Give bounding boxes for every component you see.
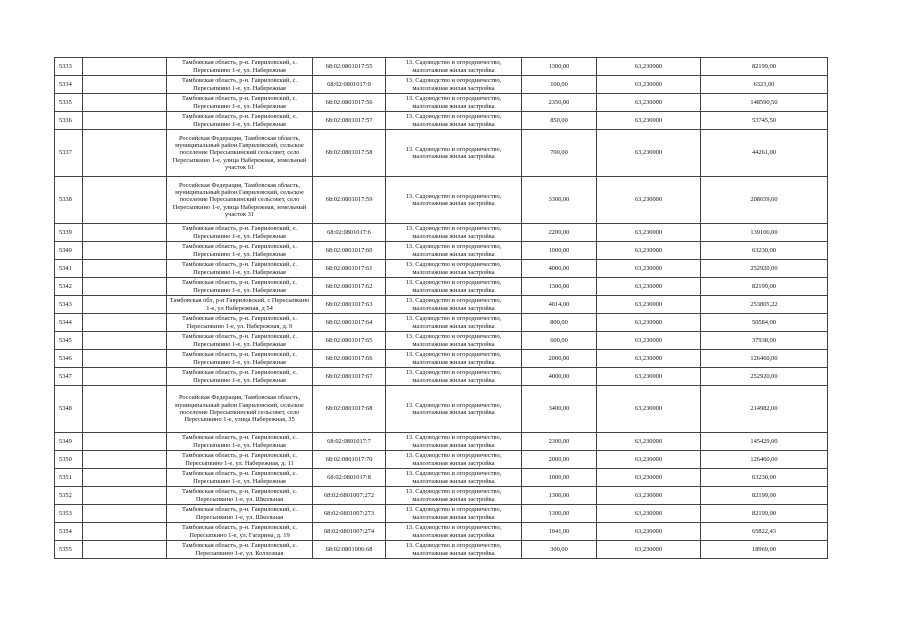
specific-value-cell: 63,230000: [597, 433, 701, 451]
table-row: [55, 451, 828, 469]
row-number-cell: 5336: [55, 112, 83, 130]
cadastral-number-cell: 68:02:0801017:9: [313, 76, 386, 94]
row-number-cell: 5334: [55, 76, 83, 94]
table-row: [55, 76, 828, 94]
specific-value-cell: 63,230000: [597, 505, 701, 523]
address-cell: Тамбовская область, р-н. Гавриловский, с. Пересыпкино 1-е, ул. Школьная: [167, 487, 313, 505]
permitted-use-cell: 13. Садоводство и огородничество, малоэтажная жилая застройка: [386, 433, 522, 451]
specific-value-cell: 63,230000: [597, 177, 701, 224]
address-cell: Тамбовская область, р-н. Гавриловский, с. Пересыпкино 1-е, ул. Школьная: [167, 505, 313, 523]
table-row: [55, 58, 828, 76]
permitted-use-cell: 13. Садоводство и огородничество, малоэтажная жилая застройка: [386, 505, 522, 523]
address-cell: Тамбовская область, р-н. Гавриловский, с. Пересыпкино 1-е, ул. Набережная, д. 9: [167, 314, 313, 332]
permitted-use-cell: 13. Садоводство и огородничество, малоэтажная жилая застройка: [386, 541, 522, 559]
address-cell: Тамбовская область, р-н. Гавриловский, с. Пересыпкино 1-е, ул. Набережная: [167, 433, 313, 451]
address-cell: Тамбовская область, р-н. Гавриловский, с. Пересыпкино 1-е, ул. Колхозная: [167, 541, 313, 559]
cadastral-value-cell: 139106,00: [701, 224, 828, 242]
specific-value-cell: 63,230000: [597, 451, 701, 469]
empty-cell: [83, 332, 167, 350]
row-number-cell: 5349: [55, 433, 83, 451]
specific-value-cell: 63,230000: [597, 487, 701, 505]
table-row: [55, 469, 828, 487]
table-row: [55, 332, 828, 350]
table-row: [55, 224, 828, 242]
permitted-use-cell: 13. Садоводство и огородничество, малоэтажная жилая застройка: [386, 278, 522, 296]
cadastral-value-cell: 252920,00: [701, 368, 828, 386]
permitted-use-cell: 13. Садоводство и огородничество, малоэтажная жилая застройка: [386, 314, 522, 332]
empty-cell: [83, 505, 167, 523]
cadastral-value-cell: 252920,00: [701, 260, 828, 278]
empty-cell: [83, 112, 167, 130]
cadastral-number-cell: 68:02:0801017:60: [313, 242, 386, 260]
empty-cell: [83, 541, 167, 559]
permitted-use-cell: 13. Садоводство и огородничество, малоэтажная жилая застройка: [386, 296, 522, 314]
permitted-use-cell: 13. Садоводство и огородничество, малоэтажная жилая застройка: [386, 451, 522, 469]
cadastral-number-cell: 68:02:0801017:68: [313, 386, 386, 433]
address-cell: Тамбовская область, р-н. Гавриловский, с. Пересыпкино 1-е, ул. Набережная: [167, 350, 313, 368]
table-row: [55, 94, 828, 112]
cadastral-number-cell: 68:02:0801017:65: [313, 332, 386, 350]
area-cell: 2200,00: [522, 224, 597, 242]
empty-cell: [83, 242, 167, 260]
specific-value-cell: 63,230000: [597, 332, 701, 350]
address-cell: Тамбовская область, р-н. Гавриловский, с. Пересыпкино 1-е, ул. Набережная: [167, 260, 313, 278]
permitted-use-cell: 13. Садоводство и огородничество, малоэтажная жилая застройка: [386, 130, 522, 177]
specific-value-cell: 63,230000: [597, 296, 701, 314]
cadastral-number-cell: 68:02:0801007:272: [313, 487, 386, 505]
cadastral-value-cell: 82199,00: [701, 278, 828, 296]
area-cell: 600,00: [522, 332, 597, 350]
specific-value-cell: 63,230000: [597, 523, 701, 541]
cadastral-value-cell: 50584,00: [701, 314, 828, 332]
cadastral-value-cell: 126460,00: [701, 350, 828, 368]
cadastral-value-cell: 18969,00: [701, 541, 828, 559]
specific-value-cell: 63,230000: [597, 94, 701, 112]
row-number-cell: 5338: [55, 177, 83, 224]
address-cell: Тамбовская область, р-н. Гавриловский, с. Пересыпкино 1-е, ул. Набережная: [167, 469, 313, 487]
permitted-use-cell: 13. Садоводство и огородничество, малоэтажная жилая застройка: [386, 76, 522, 94]
specific-value-cell: 63,230000: [597, 386, 701, 433]
area-cell: 850,00: [522, 112, 597, 130]
area-cell: 4014,00: [522, 296, 597, 314]
permitted-use-cell: 13. Садоводство и огородничество, малоэтажная жилая застройка: [386, 260, 522, 278]
empty-cell: [83, 58, 167, 76]
table-row: [55, 523, 828, 541]
address-cell: Тамбовская область, р-н. Гавриловский, с. Пересыпкино 1-е, ул. Набережная: [167, 112, 313, 130]
cadastral-number-cell: 68:02:0801017:62: [313, 278, 386, 296]
table-row: [55, 296, 828, 314]
empty-cell: [83, 76, 167, 94]
specific-value-cell: 63,230000: [597, 278, 701, 296]
address-cell: Тамбовская область, р-н. Гавриловский, с. Пересыпкино 1-е, ул. Набережная: [167, 242, 313, 260]
area-cell: 1000,00: [522, 469, 597, 487]
row-number-cell: 5355: [55, 541, 83, 559]
table-row: [55, 386, 828, 433]
area-cell: 700,00: [522, 130, 597, 177]
row-number-cell: 5333: [55, 58, 83, 76]
area-cell: 1300,00: [522, 278, 597, 296]
row-number-cell: 5351: [55, 469, 83, 487]
area-cell: 4000,00: [522, 260, 597, 278]
table-row: [55, 177, 828, 224]
specific-value-cell: 63,230000: [597, 368, 701, 386]
cadastral-number-cell: 68:02:0801017:64: [313, 314, 386, 332]
table-row: [55, 130, 828, 177]
permitted-use-cell: 13. Садоводство и огородничество, малоэтажная жилая застройка: [386, 242, 522, 260]
table-body: [55, 58, 828, 559]
address-cell: Тамбовская область, р-н. Гавриловский, с. Пересыпкино 1-е, ул. Набережная: [167, 94, 313, 112]
address-cell: Российская Федерация, Тамбовская область, муниципальный район Гавриловский, сельское поселение Пересыпкинский сельсовет, село Пересыпкино 1-е, улица Набережная, земельный участок 31: [167, 177, 313, 224]
row-number-cell: 5339: [55, 224, 83, 242]
area-cell: 2350,00: [522, 94, 597, 112]
row-number-cell: 5340: [55, 242, 83, 260]
table-row: [55, 112, 828, 130]
specific-value-cell: 63,230000: [597, 242, 701, 260]
address-cell: Тамбовская область, р-н. Гавриловский, с. Пересыпкино 1-е, ул. Гагарина, д. 19: [167, 523, 313, 541]
area-cell: 800,00: [522, 314, 597, 332]
cadastral-number-cell: 68:02:0801017:66: [313, 350, 386, 368]
cadastral-value-cell: 82199,00: [701, 505, 828, 523]
address-cell: Российская Федерация, Тамбовская область, муниципальный район Гавриловский, сельское поселение Пересыпкинский сельсовет, село Пересыпкино 1-е, улица Набережная, 35: [167, 386, 313, 433]
table-row: [55, 260, 828, 278]
area-cell: 1041,00: [522, 523, 597, 541]
table-row: [55, 541, 828, 559]
table-row: [55, 350, 828, 368]
cadastral-number-cell: 68:02:0801017:59: [313, 177, 386, 224]
cadastral-value-cell: 82199,00: [701, 487, 828, 505]
empty-cell: [83, 487, 167, 505]
row-number-cell: 5337: [55, 130, 83, 177]
empty-cell: [83, 94, 167, 112]
empty-cell: [83, 451, 167, 469]
empty-cell: [83, 224, 167, 242]
specific-value-cell: 63,230000: [597, 260, 701, 278]
empty-cell: [83, 386, 167, 433]
empty-cell: [83, 130, 167, 177]
empty-cell: [83, 433, 167, 451]
cadastral-number-cell: 68:02:0801017:67: [313, 368, 386, 386]
cadastral-value-cell: 145429,00: [701, 433, 828, 451]
area-cell: 2000,00: [522, 350, 597, 368]
area-cell: 2000,00: [522, 451, 597, 469]
row-number-cell: 5346: [55, 350, 83, 368]
row-number-cell: 5345: [55, 332, 83, 350]
permitted-use-cell: 13. Садоводство и огородничество, малоэтажная жилая застройка: [386, 58, 522, 76]
empty-cell: [83, 314, 167, 332]
cadastral-number-cell: 68:02:0801017:63: [313, 296, 386, 314]
row-number-cell: 5350: [55, 451, 83, 469]
cadastral-number-cell: 68:02:0801017:8: [313, 469, 386, 487]
cadastral-value-cell: 6323,00: [701, 76, 828, 94]
table-row: [55, 242, 828, 260]
cadastral-value-cell: 53745,50: [701, 112, 828, 130]
row-number-cell: 5335: [55, 94, 83, 112]
specific-value-cell: 63,230000: [597, 224, 701, 242]
address-cell: Тамбовская область, р-н. Гавриловский, с. Пересыпкино 1-е, ул. Набережная: [167, 368, 313, 386]
address-cell: Тамбовская область, р-н. Гавриловский, с. Пересыпкино 1-е, ул. Набережная, д. 11: [167, 451, 313, 469]
address-cell: Тамбовская область, р-н. Гавриловский, с. Пересыпкино 1-е, ул. Набережная: [167, 278, 313, 296]
specific-value-cell: 63,230000: [597, 314, 701, 332]
empty-cell: [83, 296, 167, 314]
row-number-cell: 5343: [55, 296, 83, 314]
area-cell: 2300,00: [522, 433, 597, 451]
empty-cell: [83, 368, 167, 386]
permitted-use-cell: 13. Садоводство и огородничество, малоэтажная жилая застройка: [386, 523, 522, 541]
empty-cell: [83, 523, 167, 541]
permitted-use-cell: 13. Садоводство и огородничество, малоэтажная жилая застройка: [386, 386, 522, 433]
row-number-cell: 5347: [55, 368, 83, 386]
row-number-cell: 5342: [55, 278, 83, 296]
cadastral-value-cell: 63230,00: [701, 469, 828, 487]
area-cell: 1300,00: [522, 487, 597, 505]
area-cell: 3300,00: [522, 177, 597, 224]
cadastral-value-cell: 63230,00: [701, 242, 828, 260]
cadastral-number-cell: 68:02:0801006:68: [313, 541, 386, 559]
cadastral-value-cell: 37938,00: [701, 332, 828, 350]
row-number-cell: 5348: [55, 386, 83, 433]
empty-cell: [83, 260, 167, 278]
permitted-use-cell: 13. Садоводство и огородничество, малоэтажная жилая застройка: [386, 368, 522, 386]
area-cell: 1300,00: [522, 505, 597, 523]
row-number-cell: 5353: [55, 505, 83, 523]
address-cell: Тамбовская область, р-н. Гавриловский, с. Пересыпкино 1-е, ул. Набережная: [167, 58, 313, 76]
table-row: [55, 433, 828, 451]
cadastral-number-cell: 68:02:0801017:70: [313, 451, 386, 469]
specific-value-cell: 63,230000: [597, 350, 701, 368]
address-cell: Тамбовская область, р-н. Гавриловский, с. Пересыпкино 1-е, ул. Набережная: [167, 224, 313, 242]
cadastral-number-cell: 68:02:0801017:6: [313, 224, 386, 242]
area-cell: 300,00: [522, 541, 597, 559]
area-cell: 1000,00: [522, 242, 597, 260]
specific-value-cell: 63,230000: [597, 58, 701, 76]
cadastral-value-cell: 126460,00: [701, 451, 828, 469]
specific-value-cell: 63,230000: [597, 469, 701, 487]
permitted-use-cell: 13. Садоводство и огородничество, малоэтажная жилая застройка: [386, 487, 522, 505]
permitted-use-cell: 13. Садоводство и огородничество, малоэтажная жилая застройка: [386, 94, 522, 112]
row-number-cell: 5354: [55, 523, 83, 541]
cadastral-number-cell: 68:02:0801017:7: [313, 433, 386, 451]
cadastral-value-cell: 208659,00: [701, 177, 828, 224]
cadastral-value-cell: 44261,00: [701, 130, 828, 177]
cadastral-number-cell: 68:02:0801017:57: [313, 112, 386, 130]
area-cell: 1300,00: [522, 58, 597, 76]
cadastral-value-cell: 65822,43: [701, 523, 828, 541]
row-number-cell: 5344: [55, 314, 83, 332]
area-cell: 4000,00: [522, 368, 597, 386]
cadastral-value-cell: 214982,00: [701, 386, 828, 433]
land-plot-table: [54, 57, 828, 559]
permitted-use-cell: 13. Садоводство и огородничество, малоэтажная жилая застройка: [386, 332, 522, 350]
table-row: [55, 278, 828, 296]
permitted-use-cell: 13. Садоводство и огородничество, малоэтажная жилая застройка: [386, 469, 522, 487]
table-row: [55, 368, 828, 386]
empty-cell: [83, 350, 167, 368]
cadastral-number-cell: 68:02:0801017:55: [313, 58, 386, 76]
address-cell: Тамбовская область, р-н. Гавриловский, с. Пересыпкино 1-е, ул. Набережная: [167, 332, 313, 350]
cadastral-number-cell: 68:02:0801007:273: [313, 505, 386, 523]
table-row: [55, 487, 828, 505]
permitted-use-cell: 13. Садоводство и огородничество, малоэтажная жилая застройка: [386, 112, 522, 130]
cadastral-value-cell: 148590,50: [701, 94, 828, 112]
table-row: [55, 505, 828, 523]
cadastral-number-cell: 68:02:0801017:56: [313, 94, 386, 112]
area-cell: 3400,00: [522, 386, 597, 433]
cadastral-number-cell: 68:02:0801017:58: [313, 130, 386, 177]
permitted-use-cell: 13. Садоводство и огородничество, малоэтажная жилая застройка: [386, 350, 522, 368]
empty-cell: [83, 177, 167, 224]
cadastral-number-cell: 68:02:0801017:61: [313, 260, 386, 278]
empty-cell: [83, 278, 167, 296]
permitted-use-cell: 13. Садоводство и огородничество, малоэтажная жилая застройка: [386, 224, 522, 242]
area-cell: 100,00: [522, 76, 597, 94]
address-cell: Тамбовская область, р-н. Гавриловский, с. Пересыпкино 1-е, ул. Набережная: [167, 76, 313, 94]
specific-value-cell: 63,230000: [597, 130, 701, 177]
empty-cell: [83, 469, 167, 487]
specific-value-cell: 63,230000: [597, 76, 701, 94]
specific-value-cell: 63,230000: [597, 112, 701, 130]
cadastral-value-cell: 253805,22: [701, 296, 828, 314]
permitted-use-cell: 13. Садоводство и огородничество, малоэтажная жилая застройка: [386, 177, 522, 224]
cadastral-number-cell: 68:02:0801007:274: [313, 523, 386, 541]
specific-value-cell: 63,230000: [597, 541, 701, 559]
address-cell: Российская Федерация, Тамбовская область, муниципальный район Гавриловский, сельское поселение Пересыпкинский сельсовет, село Пересыпкино 1-е, улица Набережная, земельный участок 61: [167, 130, 313, 177]
address-cell: Тамбовская обл, р-н Гавриловский, с Пересыпкино 1-е, ул Набережная, д 54: [167, 296, 313, 314]
row-number-cell: 5352: [55, 487, 83, 505]
table-row: [55, 314, 828, 332]
row-number-cell: 5341: [55, 260, 83, 278]
cadastral-value-cell: 82199,00: [701, 58, 828, 76]
